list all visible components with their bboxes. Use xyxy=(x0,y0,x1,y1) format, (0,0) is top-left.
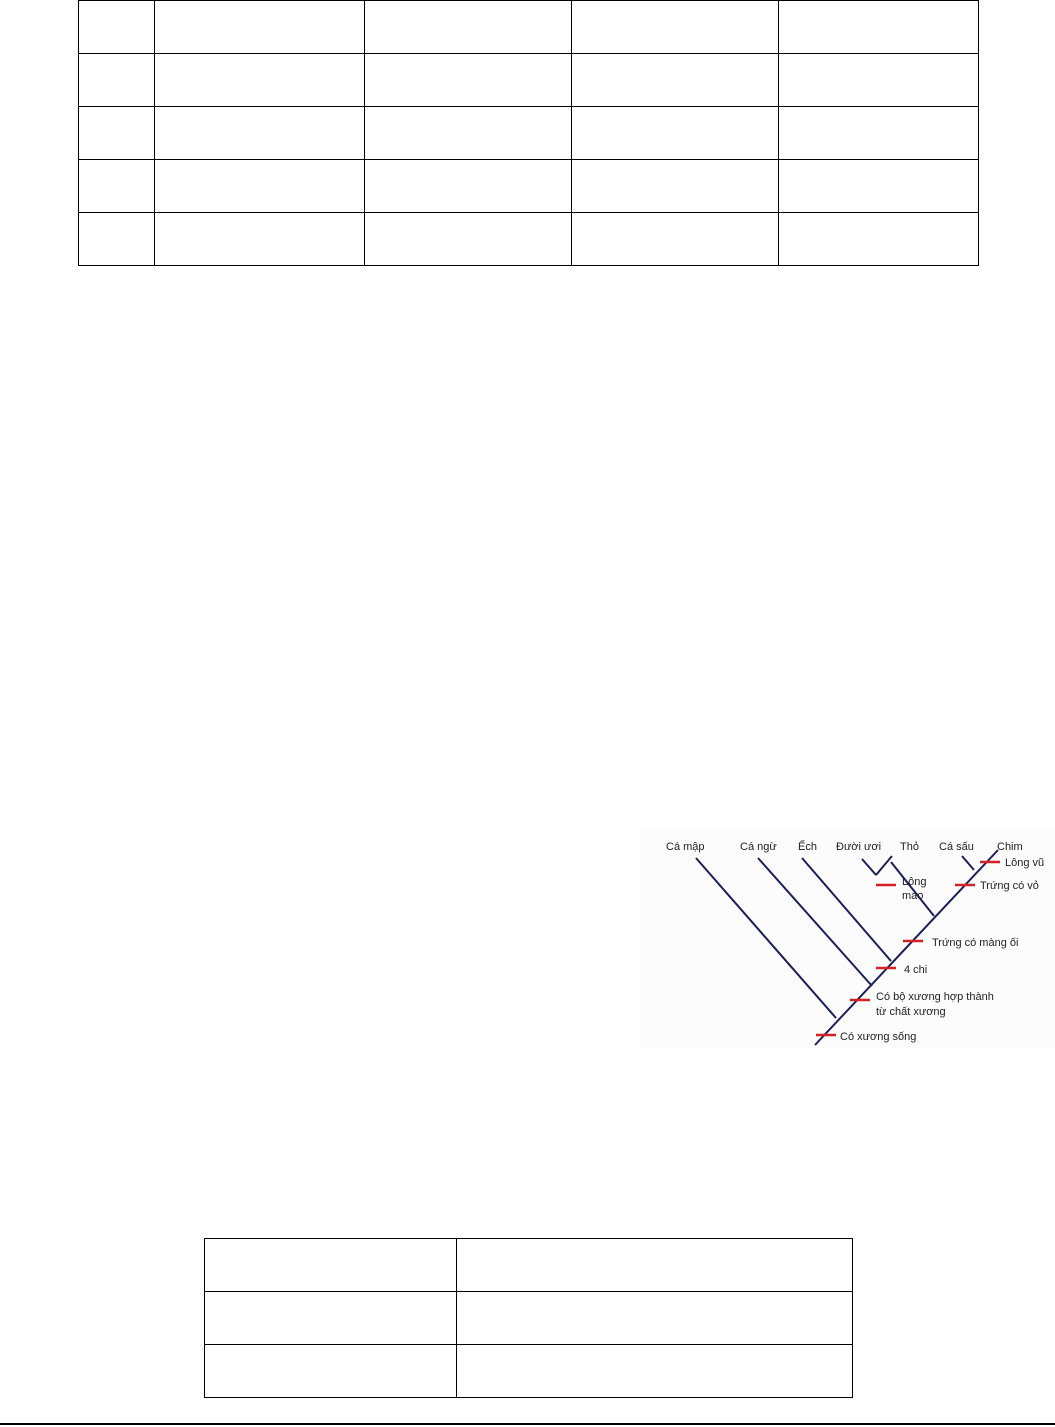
taxon-label: Thỏ xyxy=(900,841,919,853)
table-cell xyxy=(572,213,779,266)
table-cell xyxy=(457,1345,853,1398)
cladogram-svg xyxy=(640,828,1055,1048)
table-row xyxy=(205,1239,853,1292)
table-row xyxy=(79,1,979,54)
table-cell xyxy=(457,1239,853,1292)
table-cell xyxy=(779,54,979,107)
branch-tho xyxy=(876,856,892,875)
table-cell xyxy=(365,213,572,266)
table-cell xyxy=(572,1,779,54)
trait-label: Trứng có vỏ xyxy=(980,880,1039,892)
trait-label: Có bộ xương hợp thành xyxy=(876,991,994,1003)
table-cell xyxy=(205,1239,457,1292)
taxon-label: Đười ươi xyxy=(836,841,882,853)
cladogram-figure xyxy=(640,828,1055,1048)
table-row xyxy=(79,107,979,160)
branch-duoi-uoi xyxy=(862,859,876,875)
table-cell xyxy=(155,160,365,213)
table-row xyxy=(205,1292,853,1345)
trait-label: Trứng có màng ối xyxy=(932,937,1019,949)
table-cell xyxy=(572,107,779,160)
trait-label: 4 chi xyxy=(904,964,928,976)
table-cell xyxy=(79,1,155,54)
table-row xyxy=(79,213,979,266)
table-cell xyxy=(205,1292,457,1345)
table-cell xyxy=(365,160,572,213)
trait-label: Lông vũ xyxy=(1005,857,1045,869)
taxon-label: Ếch xyxy=(798,841,817,853)
table-cell xyxy=(205,1345,457,1398)
table-cell xyxy=(365,107,572,160)
table-row xyxy=(205,1345,853,1398)
branch-ca-ngu xyxy=(758,858,872,986)
table-cell xyxy=(779,213,979,266)
table-cell xyxy=(155,54,365,107)
table-cell xyxy=(457,1292,853,1345)
table-cell xyxy=(365,1,572,54)
table-cell xyxy=(155,213,365,266)
taxon-label: Cá sấu xyxy=(939,841,974,853)
table-cell xyxy=(79,160,155,213)
table-cell xyxy=(572,160,779,213)
table-cell xyxy=(779,160,979,213)
trait-label: Có xương sống xyxy=(840,1031,917,1043)
taxon-label: Cá mập xyxy=(666,841,705,853)
trait-label: mao xyxy=(902,890,924,902)
table-cell xyxy=(365,54,572,107)
taxon-label: Cá ngừ xyxy=(740,841,777,853)
table-cell xyxy=(79,54,155,107)
branch-lat-thu xyxy=(891,862,934,916)
table-cell xyxy=(779,1,979,54)
table-cell xyxy=(155,107,365,160)
footer-divider xyxy=(0,1423,1055,1425)
branch-ca-map xyxy=(696,858,836,1018)
trait-label: từ chất xương xyxy=(876,1006,946,1018)
table-row xyxy=(79,160,979,213)
table-cell xyxy=(155,1,365,54)
table-cell xyxy=(79,107,155,160)
table-cell xyxy=(779,107,979,160)
table-cell xyxy=(572,54,779,107)
table-cell xyxy=(79,213,155,266)
bottom-table xyxy=(204,1238,853,1398)
trait-label: Lông xyxy=(902,876,927,888)
branch-ca-sau xyxy=(962,856,974,870)
top-table xyxy=(78,0,979,266)
taxon-label: Chim xyxy=(997,841,1023,853)
table-row xyxy=(79,54,979,107)
